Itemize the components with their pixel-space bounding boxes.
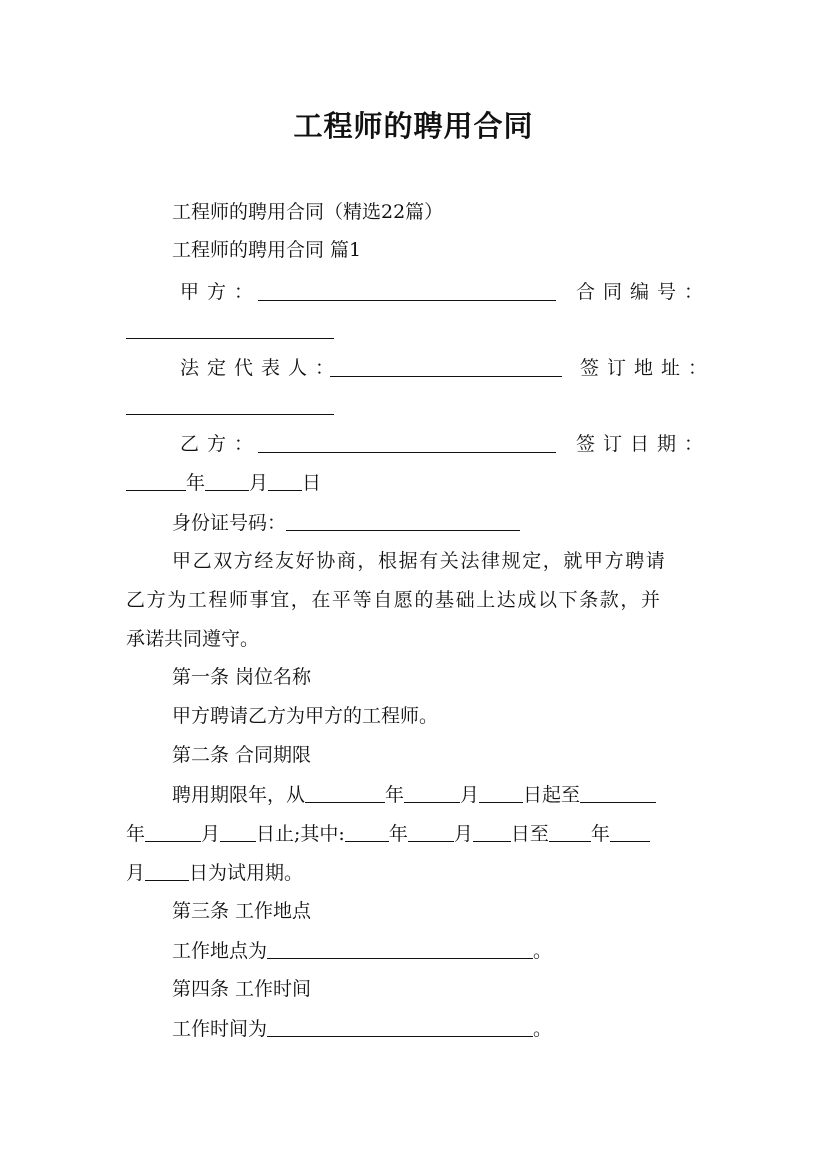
subtitle: 工程师的聘用合同（精选22篇）: [172, 201, 444, 223]
party-a-label: 甲方：: [180, 281, 262, 303]
intro-line-1: 甲乙双方经友好协商，根据有关法律规定，就甲方聘请: [172, 550, 667, 572]
party-b-blank: [258, 432, 556, 456]
intro-line-3: 承诺共同遵守。: [126, 628, 260, 650]
article-4-title: 第四条 工作时间: [172, 978, 312, 1000]
section-heading: 工程师的聘用合同 篇1: [172, 239, 362, 261]
intro-line-2: 乙方为工程师事宜，在平等自愿的基础上达成以下条款，并: [126, 589, 662, 611]
term-line-3: 月 日为试用期。: [126, 862, 304, 884]
party-b-label: 乙方：: [180, 433, 262, 455]
id-number-line: 身份证号码：: [172, 510, 520, 534]
legal-rep-label: 法定代表人：: [180, 357, 343, 379]
term-line-2: 年 月 日止;其中: 年 月 日至 年: [126, 821, 650, 845]
article-2-title: 第二条 合同期限: [172, 744, 312, 766]
term-line-1: 聘用期限年，从 年 月 日起至: [172, 782, 656, 806]
workplace-line: 工作地点为 。: [172, 940, 553, 962]
article-3-title: 第三条 工作地点: [172, 900, 312, 922]
worktime-line: 工作时间为 。: [172, 1018, 553, 1040]
article-1-text: 甲方聘请乙方为甲方的工程师。: [172, 705, 439, 727]
sign-place-blank: [126, 394, 334, 418]
sign-date-line: 年 月 日: [126, 470, 321, 494]
legal-rep-blank: [330, 356, 562, 380]
sign-place-label: 签订地址：: [580, 357, 716, 379]
article-1-title: 第一条 岗位名称: [172, 666, 312, 688]
contract-no-label: 合同编号：: [576, 281, 712, 303]
document-title: 工程师的聘用合同: [293, 109, 534, 143]
contract-no-blank: [126, 318, 334, 342]
sign-date-label: 签订日期：: [576, 433, 712, 455]
party-a-blank: [258, 280, 556, 304]
